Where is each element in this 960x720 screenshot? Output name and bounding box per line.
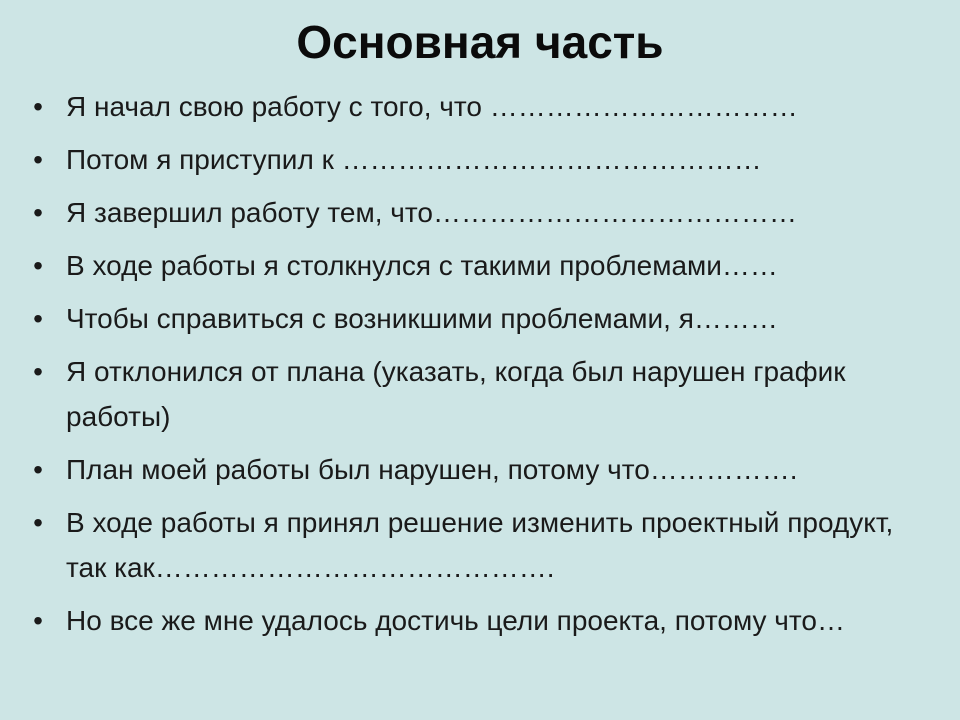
list-item-text: Я завершил работу тем, что………………………………… xyxy=(66,197,797,228)
list-item-text: Потом я приступил к ……………………………………… xyxy=(66,144,762,175)
list-item-text: В ходе работы я принял решение изменить проектный продукт, так как……………………………………. xyxy=(66,507,894,583)
list-item-text: В ходе работы я столкнулся с такими проблемами…… xyxy=(66,250,778,281)
bullet-dot-icon: • xyxy=(33,356,43,387)
bullet-list xyxy=(28,84,928,651)
list-item xyxy=(28,296,928,341)
list-item xyxy=(28,84,928,129)
bullet-dot-icon: • xyxy=(33,197,43,228)
list-item-text: План моей работы был нарушен, потому что……………. xyxy=(66,454,798,485)
list-item-text: Я отклонился от плана (указать, когда был нарушен график работы) xyxy=(66,356,846,432)
bullet-dot-icon: • xyxy=(33,507,43,538)
list-item-text: Чтобы справиться с возникшими проблемами, я……… xyxy=(66,303,778,334)
bullet-dot-icon: • xyxy=(33,91,43,122)
list-item-text: Я начал свою работу с того, что …………………………… xyxy=(66,91,798,122)
bullet-dot-icon: • xyxy=(33,144,43,175)
bullet-dot-icon: • xyxy=(33,250,43,281)
list-item xyxy=(28,190,928,235)
list-item xyxy=(28,137,928,182)
list-item xyxy=(28,447,928,492)
list-item xyxy=(28,349,928,439)
list-item xyxy=(28,500,928,590)
list-item-text: Но все же мне удалось достичь цели проекта, потому что… xyxy=(66,605,845,636)
slide-title: Основная часть xyxy=(296,16,664,68)
bullet-dot-icon: • xyxy=(33,605,43,636)
bullet-dot-icon: • xyxy=(33,303,43,334)
list-item xyxy=(28,598,928,643)
list-item xyxy=(28,243,928,288)
bullet-dot-icon: • xyxy=(33,454,43,485)
